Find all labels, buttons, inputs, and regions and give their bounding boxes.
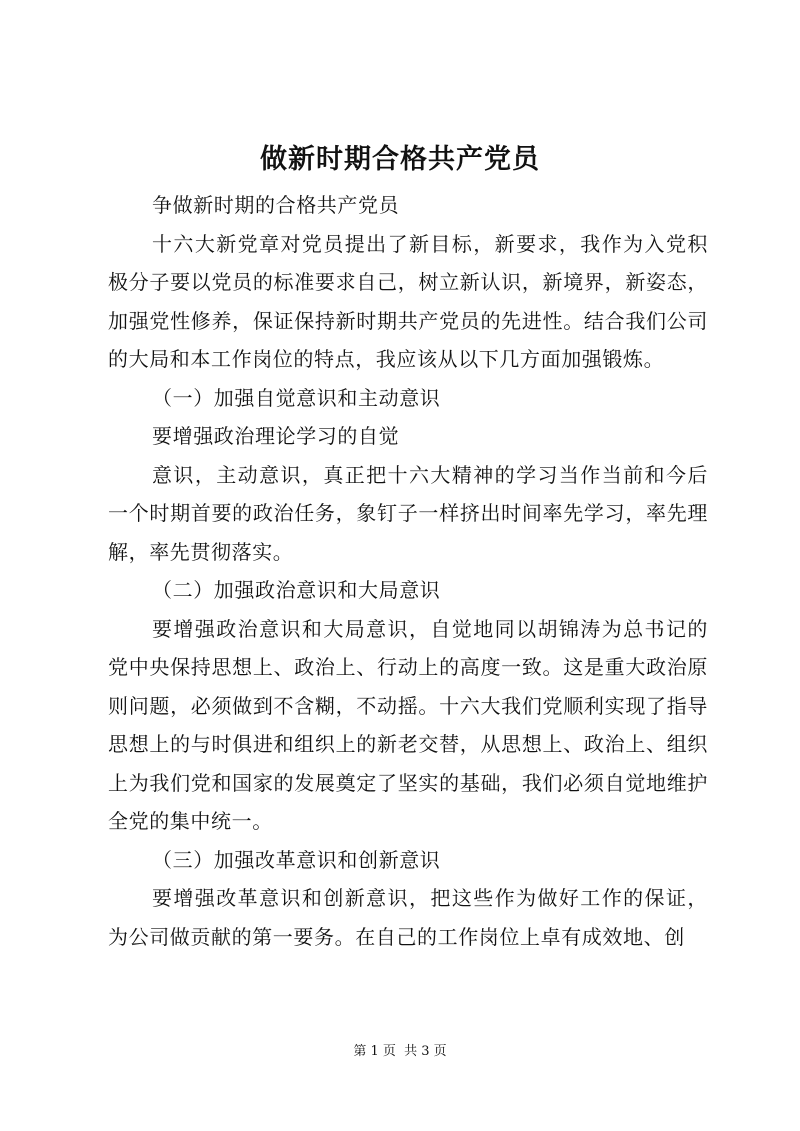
document-title: 做新时期合格共产党员 <box>260 144 540 175</box>
page-total: 共 3 页 <box>404 1044 447 1059</box>
document-body <box>108 186 708 956</box>
paragraph: 意识，主动意识，真正把十六大精神的学习当作当前和今后一个时期首要的政治任务，象钉子一样挤出时间率先学习，率先理解，率先贯彻落实。 <box>108 462 708 564</box>
page-footer <box>0 1043 800 1061</box>
paragraph: 要增强改革意识和创新意识，把这些作为做好工作的保证，为公司做贡献的第一要务。在自己的工作岗位上卓有成效地、创 <box>108 886 708 949</box>
section-heading-3: （三）加强改革意识和创新意识 <box>152 847 441 872</box>
section-heading-2: （二）加强政治意识和大局意识 <box>152 578 441 602</box>
paragraph-subtitle: 争做新时期的合格共产党员 <box>152 193 400 217</box>
paragraph-intro: 十六大新党章对党员提出了新目标，新要求，我作为入党积极分子要以党员的标准要求自己，树立新认识，新境界，新姿态，加强党性修养，保证保持新时期共产党员的先进性。结合我们公司的大局和本工作岗位的特点，我应该从以下几方面加强锻炼。 <box>108 231 708 371</box>
paragraph: 要增强政治意识和大局意识，自觉地同以胡锦涛为总书记的党中央保持思想上、政治上、行动上的高度一致。这是重大政治原则问题，必须做到不含糊，不动摇。十六大我们党顺利实现了指导思想上的与时俱进和组织上的新老交替，从思想上、政治上、组织上为我们党和国家的发展奠定了坚实的基础，我们必须自觉地维护全党的集中统一。 <box>108 616 708 833</box>
paragraph: 要增强政治理论学习的自觉 <box>152 424 400 448</box>
section-heading-1: （一）加强自觉意识和主动意识 <box>152 385 441 410</box>
page-number: 第 1 页 <box>353 1044 396 1059</box>
